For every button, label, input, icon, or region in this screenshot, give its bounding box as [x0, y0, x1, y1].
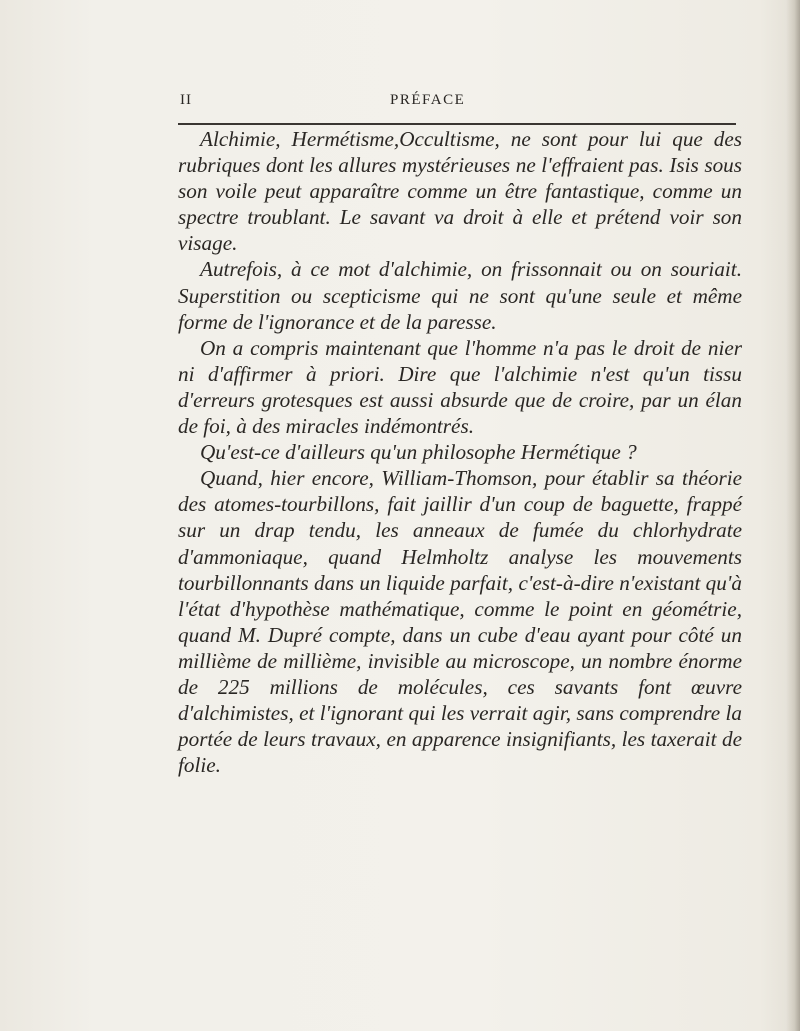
running-title: PRÉFACE [390, 92, 466, 108]
header-rule [178, 123, 736, 125]
paragraph: Quand, hier encore, William-Thomson, pour établir sa théorie des atomes-tourbillons, fait jaillir d'un coup de baguette, frappé sur un drap tendu, les anneaux de fumée du chlorhydrate d'ammoniaque, quand Helmholtz analyse les mouvements tourbillonnants dans un liquide parfait, c'est-à-dire n'existant qu'à l'état d'hypothèse mathématique, comme le point en géométrie, quand M. Dupré compte, dans un cube d'eau ayant pour côté un millième de millième, invisible au microscope, un nombre énorme de 225 millions de molécules, ces savants font œuvre d'alchimistes, et l'ignorant qui les verrait agir, sans comprendre la portée de leurs travaux, en apparence insignifiants, les taxerait de folie. [178, 466, 742, 778]
paragraph: Alchimie, Hermétisme,Occultisme, ne sont pour lui que des rubriques dont les allures mystérieuses ne l'effraient pas. Isis sous son voile peut apparaître comme un être fantastique, comme un spectre troublant. Le savant va droit à elle et prétend voir son visage. [178, 127, 742, 256]
page-edge-shadow [786, 0, 800, 1031]
page-header [180, 92, 740, 114]
paragraph: On a compris maintenant que l'homme n'a pas le droit de nier ni d'affirmer à priori. Dire que l'alchimie n'est qu'un tissu d'erreurs grotesques est aussi absurde que de croire, par un élan de foi, à des miracles indémontrés. [178, 335, 742, 439]
page-number: II [180, 92, 192, 108]
body-text [178, 126, 742, 778]
paragraph: Qu'est-ce d'ailleurs qu'un philosophe Hermétique ? [200, 440, 637, 465]
paragraph: Autrefois, à ce mot d'alchimie, on frissonnait ou on souriait. Superstition ou scepticisme qui ne sont qu'une seule et même forme de l'ignorance et de la paresse. [178, 257, 742, 334]
